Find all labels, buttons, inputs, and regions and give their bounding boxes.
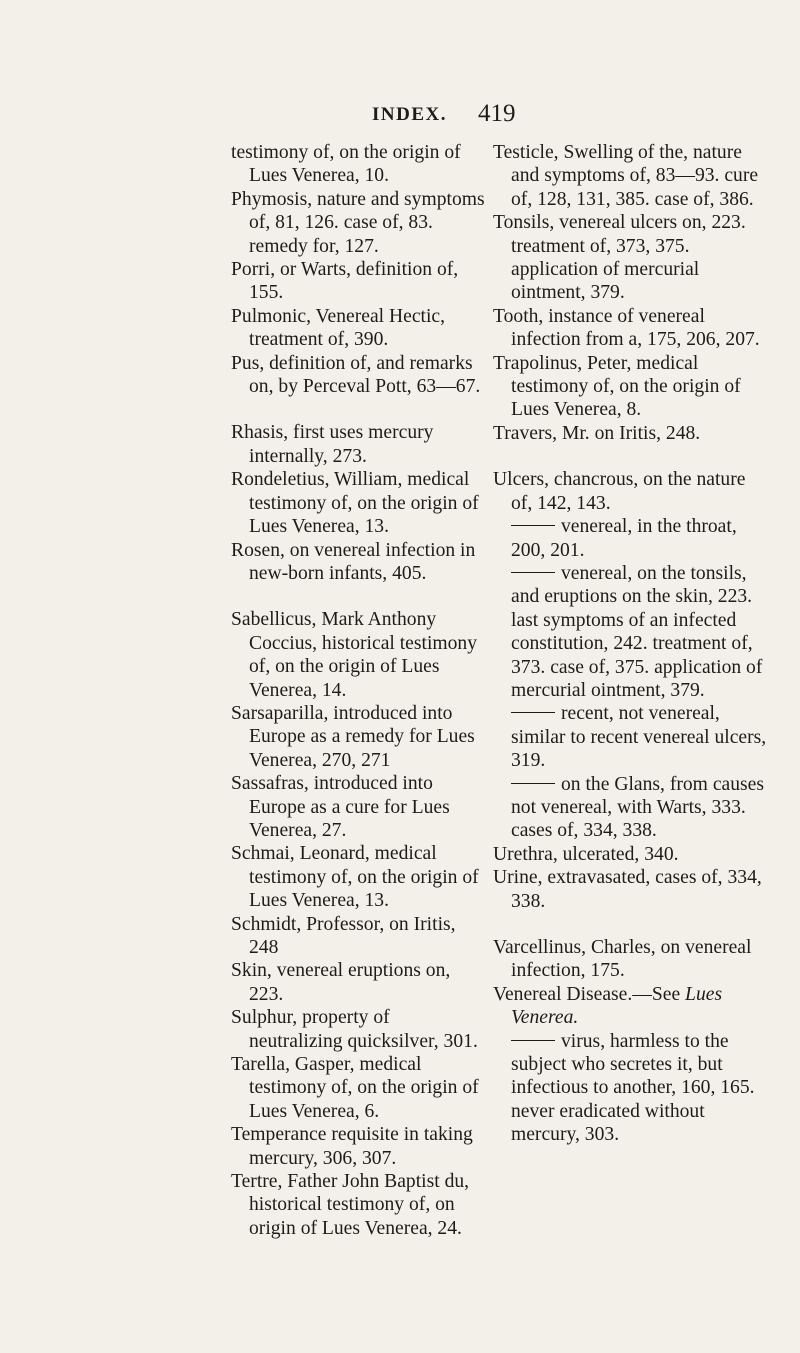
index-entry: Testicle, Swelling of the, nature and symptoms of, 83—93. cure of, 128, 131, 385. case of, 386.	[493, 142, 759, 210]
index-subentry	[493, 773, 768, 843]
header-title: INDEX.	[372, 104, 447, 125]
index-subentry	[493, 562, 768, 702]
index-entry: testimony of, on the origin of Lues Venerea, 10.	[231, 142, 461, 187]
index-entry: Phymosis, nature and symptoms of, 81, 126. case of, 83. remedy for, 127.	[231, 188, 485, 257]
subentry-text: venereal, on the tonsils, and eruptions on the skin, 223. last symptoms of an infected constitution, 242. treatment of, 373. case of, 375. application of mercurial ointment, 379.	[511, 562, 763, 701]
index-entry: Sassafras, introduced into Europe as a cure for Lues Venerea, 27.	[231, 773, 450, 841]
repeat-dash	[511, 783, 555, 784]
index-entry: Pus, definition of, and remarks on, by Perceval Pott, 63—67.	[231, 352, 481, 398]
index-entry: Sulphur, property of neutralizing quicksilver, 301.	[231, 1007, 478, 1052]
running-header	[0, 100, 800, 136]
index-entry: Tertre, Father John Baptist du, historical testimony of, on origin of Lues Venerea, 24.	[231, 1171, 470, 1239]
index-subentry	[493, 702, 768, 772]
index-entry: Sabellicus, Mark Anthony Coccius, historical testimony of, on the origin of Lues Venerea, 14.	[231, 609, 478, 701]
index-entry: Tooth, instance of venereal infection from a, 175, 206, 207.	[493, 305, 760, 351]
index-entry: Schmai, Leonard, medical testimony of, on the origin of Lues Venerea, 13.	[231, 843, 479, 912]
index-column-left	[231, 141, 487, 1240]
index-entry	[493, 983, 768, 1030]
index-entry: Skin, venereal eruptions on, 223.	[231, 960, 451, 1005]
index-entry: Pulmonic, Venereal Hectic, treatment of, 390.	[231, 305, 446, 351]
repeat-dash	[511, 712, 555, 713]
index-entry: Temperance requisite in taking mercury, 306, 307.	[231, 1124, 473, 1169]
page-number: 419	[478, 100, 516, 127]
index-entry: Travers, Mr. on Iritis, 248.	[493, 422, 701, 444]
index-entry: Ulcers, chancrous, on the nature of, 142, 143.	[493, 469, 746, 514]
subentry-text: venereal, in the throat, 200, 201.	[511, 516, 737, 561]
index-column-right	[493, 141, 768, 1147]
repeat-dash	[511, 572, 555, 573]
index-entry: Schmidt, Professor, on Iritis, 248	[231, 913, 456, 958]
cross-reference: Lues Venerea.	[511, 983, 723, 1029]
index-entry: Rondeletius, William, medical testimony of, on the origin of Lues Venerea, 13.	[231, 469, 479, 538]
index-subentry	[493, 515, 768, 562]
subentry-text: recent, not venereal, similar to recent venereal ulcers, 319.	[511, 703, 767, 772]
subentry-text: virus, harmless to the subject who secretes it, but infectious to another, 160, 165. never eradicated without mercury, 303.	[511, 1030, 755, 1146]
index-entry: Tonsils, venereal ulcers on, 223. treatment of, 373, 375. application of mercurial ointment, 379.	[493, 212, 746, 304]
subentry-text: on the Glans, from causes not venereal, with Warts, 333. cases of, 334, 338.	[511, 773, 764, 842]
index-entry: Rosen, on venereal infection in new-born infants, 405.	[231, 539, 476, 584]
index-entry: Tarella, Gasper, medical testimony of, on the origin of Lues Venerea, 6.	[231, 1054, 479, 1122]
index-entry: Porri, or Warts, definition of, 155.	[231, 259, 459, 304]
entry-text: Venereal Disease.—See	[493, 983, 686, 1005]
index-entry: Trapolinus, Peter, medical testimony of, on the origin of Lues Venerea, 8.	[493, 352, 741, 421]
repeat-dash	[511, 525, 555, 526]
index-entry: Urine, extravasated, cases of, 334, 338.	[493, 867, 762, 912]
index-entry: Sarsaparilla, introduced into Europe as a remedy for Lues Venerea, 270, 271	[231, 702, 475, 771]
index-entry: Urethra, ulcerated, 340.	[493, 843, 679, 865]
index-entry: Rhasis, first uses mercury internally, 273.	[231, 422, 434, 467]
index-subentry	[493, 1030, 768, 1147]
repeat-dash	[511, 1040, 555, 1041]
index-entry: Varcellinus, Charles, on venereal infection, 175.	[493, 937, 752, 982]
